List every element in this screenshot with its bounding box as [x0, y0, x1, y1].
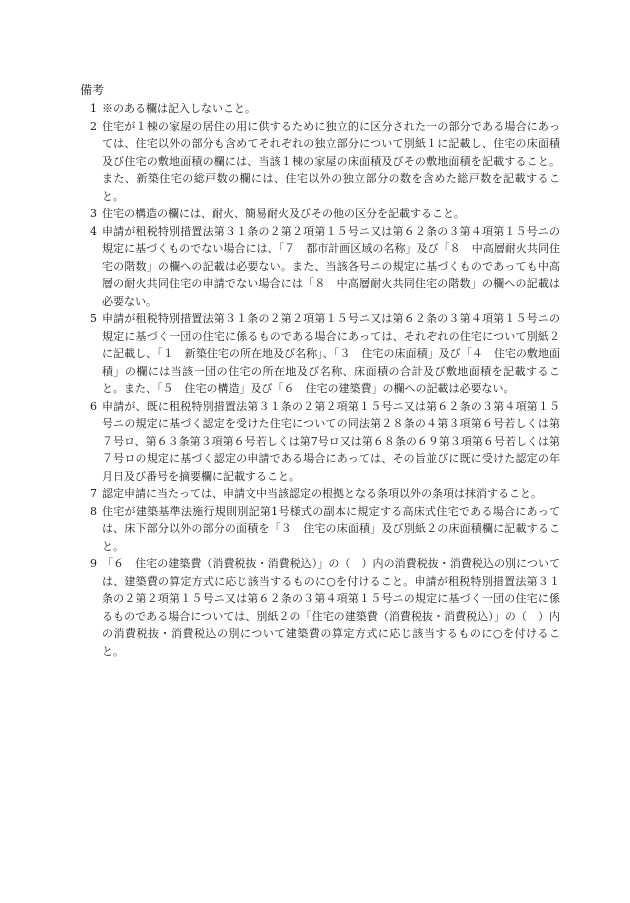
- remark-text: 認定申請に当たっては、申請文中当該認定の根拠となる条項以外の条項は抹消すること。: [102, 487, 542, 500]
- remark-item: [80, 118, 560, 206]
- remark-text: 「６ 住宅の建築費（消費税抜・消費税込）」の（ ）内の消費税抜・消費税込の別については、建築費の算定方式に応じ該当するものに○を付けること。申請が租税特別措置法第３１条の２第２項第１５号ニ又は第６２条の３第４項第１５号ニの規定に基づく一団の住宅に係るものである場合については、別紙２の「住宅の建築費（消費税抜・消費税込）」の（ ）内の消費税抜・消費税込の別について建築費の算定方式に応じ該当するものに○を付けること。: [102, 557, 560, 658]
- remark-number: 9: [90, 557, 97, 570]
- remarks-heading: 備考: [80, 83, 105, 97]
- remark-text: 住宅が建築基準法施行規則別記第1号様式の副本に規定する高床式住宅である場合にあっては、床下部分以外の部分の面積を「３ 住宅の床面積」及び別紙２の床面積欄に記載すること。: [102, 504, 560, 553]
- remark-number: 1: [90, 102, 97, 115]
- remark-number: 6: [90, 399, 97, 413]
- remark-item: [80, 205, 560, 223]
- remark-item: [80, 485, 560, 503]
- remark-number: 5: [90, 312, 97, 325]
- remark-item: [80, 503, 560, 556]
- remark-text: 申請が、既に租税特別措置法第３１条の２第２項第１５号ニ又は第６２条の３第４項第１５号ニの規定に基づく認定を受けた住宅についての同法第２８条の４第３項第６号若しくは第７号ロ、第６３条第３項第６号若しくは第7号ロ又は第６８条の６９第３項第６号若しくは第７号ロの規定に基づく認定の申請である場合にあっては、その旨並びに既に受けた認定の年月日及び番号を摘要欄に記載すること。: [102, 399, 560, 483]
- remark-item: [80, 310, 560, 398]
- remarks-list: [80, 100, 560, 660]
- remark-number: 7: [90, 487, 97, 500]
- remark-number: 3: [90, 207, 97, 220]
- remark-number: 8: [90, 504, 97, 518]
- remark-text: 申請が租税特別措置法第３１条の２第２項第１５号ニ又は第６２条の３第４項第１５号ニの規定に基づく一団の住宅に係るものである場合にあっては、それぞれの住宅について別紙２に記載し、「１ 新築住宅の所在地及び名称」、「３ 住宅の床面積」及び「４ 住宅の敷地面積」の欄には当該一団の住宅の所在地及び名称、床面積の合計及び敷地面積を記載すること。また、「５ 住宅の構造」及び「６ 住宅の建築費」の欄への記載は必要ない。: [102, 312, 560, 395]
- remark-text: ※のある欄は記入しないこと。: [102, 102, 256, 115]
- remark-item: [80, 223, 560, 311]
- remark-text: 住宅の構造の欄には、耐火、簡易耐火及びその他の区分を記載すること。: [102, 207, 465, 220]
- remark-item: [80, 398, 560, 486]
- remark-number: 4: [90, 224, 97, 238]
- remark-number: 2: [90, 119, 97, 133]
- remark-item: [80, 555, 560, 660]
- remark-text: 申請が租税特別措置法第３１条の２第２項第１５号ニ又は第６２条の３第４項第１５号ニの規定に基づくものでない場合には、「７ 都市計画区域の名称」及び「８ 中高層耐火共同住宅の階数」の欄への記載は必要ない。また、当該各号ニの規定に基づくものであっても中高層の耐火共同住宅の申請でない場合には「８ 中高層耐火共同住宅の階数」の欄への記載は必要ない。: [102, 224, 560, 308]
- remark-text: 住宅が１棟の家屋の居住の用に供するために独立的に区分された一の部分である場合にあっては、住宅以外の部分も含めてそれぞれの独立部分について別紙１に記載し、住宅の床面積及び住宅の敷地面積の欄には、当該１棟の家屋の床面積及びその敷地面積を記載すること。また、新築住宅の総戸数の欄には、住宅以外の独立部分の数を含めた総戸数を記載すること。: [102, 119, 560, 203]
- remark-item: [80, 100, 560, 118]
